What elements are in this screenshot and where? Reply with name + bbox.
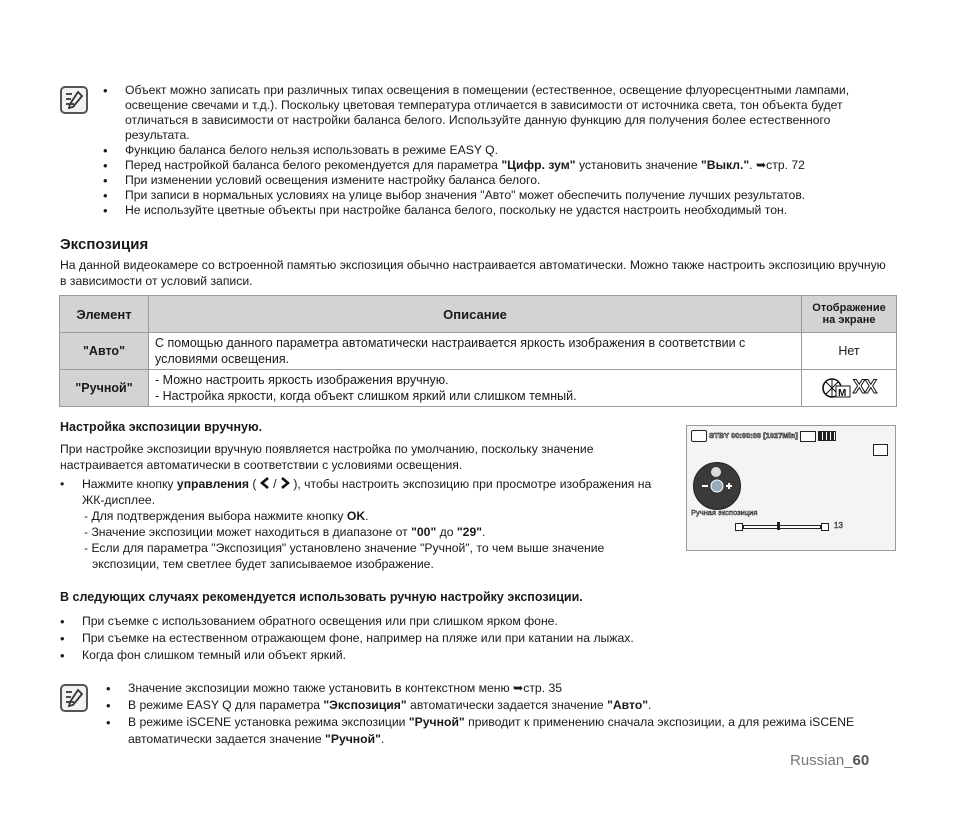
row-auto-display: Нет: [802, 333, 897, 370]
note-icon: [60, 684, 88, 712]
lcd-menu-label: Ручная экспозиция: [691, 508, 758, 517]
exposure-notes: [106, 680, 891, 748]
row-manual-element: "Ручной": [60, 370, 149, 407]
right-arrow-icon: [280, 477, 290, 491]
exposure-dial-icon: [693, 462, 741, 510]
row-auto-description: С помощью данного параметра автоматически настраивается яркость изображения в соответствии с условиями освещения.: [149, 333, 802, 370]
list-item: • Значение экспозиции можно также установить в контекстном меню ➥стр. 35: [106, 680, 891, 697]
manual-exposure-value: XX: [852, 377, 877, 398]
battery-icon: [818, 431, 836, 441]
recommend-title: В следующих случаях рекомендуется использовать ручную настройку экспозиции.: [60, 590, 583, 604]
manual-exposure-icon: [822, 377, 876, 399]
hd-quality-icon: [873, 444, 888, 456]
list-item: • При съемке с использованием обратного освещения или при слишком ярком фоне.: [60, 613, 890, 630]
svg-text:M: M: [837, 388, 847, 399]
section-title: Экспозиция: [60, 236, 149, 253]
page-footer: Russian_60: [790, 752, 870, 769]
exposure-slider: [735, 523, 827, 530]
slider-knob: [777, 522, 780, 530]
section-intro: На данной видеокамере со встроенной памятью экспозиция обычно настраивается автоматически. Можно также настроить экспозицию вручную в зависимости от условий записи.: [60, 258, 886, 288]
header-description: Описание: [149, 296, 802, 333]
recommend-list: [60, 613, 890, 664]
white-balance-notes: [103, 83, 898, 218]
list-item: • Перед настройкой баланса белого рекомендуется для параметра "Цифр. зум" установить значение "Выкл.". ➥стр. 72: [103, 158, 898, 173]
lcd-status-bar: STBY 00:00:00 [1027Min]: [691, 430, 891, 443]
list-item: • В режиме EASY Q для параметра "Экспозиция" автоматически задается значение "Авто".: [106, 697, 891, 714]
left-arrow-icon: [260, 477, 270, 491]
list-item: • В режиме iSCENE установка режима экспозиции "Ручной" приводит к применению сначала экспозиции, а для режима iSCENE автоматически задается значение "Ручной".: [106, 714, 891, 748]
list-item: • Объект можно записать при различных типах освещения в помещении (естественное, освещение флуоресцентными лампами, освещение свечами и т.д.). Поскольку цветовая температура отличается в зависимости от источника света, тон объекта будет отличаться в зависимости от настройки баланса белого. Используйте данную функцию для получения более естественного результата.: [103, 83, 898, 143]
exposure-table: [59, 295, 897, 407]
lcd-preview: [686, 425, 896, 551]
list-item: • Не используйте цветные объекты при настройке баланса белого, поскольку не удастся настроить необходимый тон.: [103, 203, 898, 218]
row-manual-description: - Можно настроить яркость изображения вручную. - Настройка яркости, когда объект слишком яркий или слишком темный.: [149, 370, 802, 407]
list-item: • При записи в нормальных условиях на улице выбор значения "Авто" может обеспечить получение лучших результатов.: [103, 188, 898, 203]
header-display: Отображение на экране: [802, 296, 897, 333]
list-item: • Функцию баланса белого нельзя использовать в режиме EASY Q.: [103, 143, 898, 158]
header-element: Элемент: [60, 296, 149, 333]
exposure-value-readout: 13: [834, 521, 843, 530]
row-manual-display: [802, 370, 897, 407]
manual-setup-intro: При настройке экспозиции вручную появляется настройка по умолчанию, поскольку значение настраивается автоматически в соответствии с условиями освещения.: [60, 442, 594, 472]
memory-icon: [800, 431, 816, 442]
list-item: • Когда фон слишком темный или объект яркий.: [60, 647, 890, 664]
page-number: 60: [852, 752, 870, 769]
manual-setup-bullet: • Нажмите кнопку управления ( / ), чтобы настроить экспозицию при просмотре изображения на ЖК-дисплее. - Для подтверждения выбора нажмите кнопку OK. - Значение экспозиции может находиться в диапазоне от "00" до "29". - Если для параметра "Экспозиция" установлено значение "Ручной", то чем выше значение экспозиции, тем светлее будет записываемое изображение.: [60, 477, 652, 571]
list-item: • При съемке на естественном отражающем фоне, например на пляже или при катании на лыжах.: [60, 630, 890, 647]
row-auto-element: "Авто": [60, 333, 149, 370]
manual-setup-title: Настройка экспозиции вручную.: [60, 420, 263, 434]
camera-icon: [691, 430, 707, 442]
list-item: • При изменении условий освещения измените настройку баланса белого.: [103, 173, 898, 188]
note-icon: [60, 86, 88, 114]
